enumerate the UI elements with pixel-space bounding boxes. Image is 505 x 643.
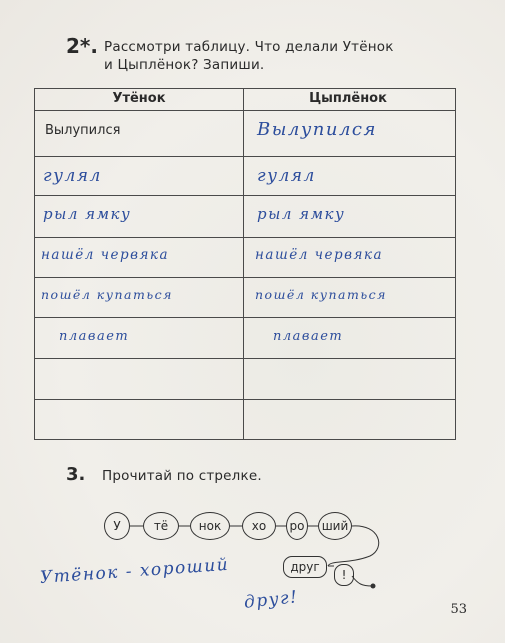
cell-chick-6: плавает: [273, 329, 344, 344]
task-3-number: 3.: [66, 464, 86, 485]
syllable-tyo: тё: [143, 512, 179, 540]
cell-duckling-4: нашёл червяка: [41, 247, 170, 263]
syllable-u: У: [104, 512, 130, 540]
syllable-exclamation: !: [334, 564, 354, 586]
task-2-instruction-line2: и Цыплёнок? Запиши.: [104, 57, 265, 73]
cell-duckling-3: рыл ямку: [43, 205, 132, 223]
syllable-ro: ро: [286, 512, 308, 540]
cell-chick-5: пошёл купаться: [255, 287, 387, 302]
cell-duckling-5: пошёл купаться: [41, 287, 173, 302]
syllable-shiy: ший: [318, 512, 352, 540]
task-2-instruction-line1: Рассмотри таблицу. Что делали Утёнок: [104, 39, 394, 55]
task-2-number: 2*.: [66, 34, 98, 58]
cell-chick-1: Вылупился: [257, 119, 377, 140]
syllable-drug: друг: [283, 556, 327, 578]
page-number: 53: [450, 602, 467, 617]
cell-chick-2: гулял: [257, 166, 316, 186]
cell-chick-3: рыл ямку: [257, 205, 346, 223]
task-3-instruction: Прочитай по стрелке.: [102, 468, 262, 484]
cell-chick-4: нашёл червяка: [255, 247, 384, 263]
cell-duckling-2: гулял: [43, 166, 102, 186]
header-chick: Цыплёнок: [309, 91, 387, 106]
header-duckling: Утёнок: [112, 91, 166, 106]
cell-duckling-6: плавает: [59, 329, 130, 344]
cell-duckling-1: Вылупился: [45, 123, 121, 138]
handwritten-answer-line1: Утёнок - хороший: [39, 554, 230, 588]
handwritten-answer-line2: друг!: [243, 587, 300, 613]
syllable-ho: хо: [242, 512, 276, 540]
syllable-nok: нок: [190, 512, 230, 540]
